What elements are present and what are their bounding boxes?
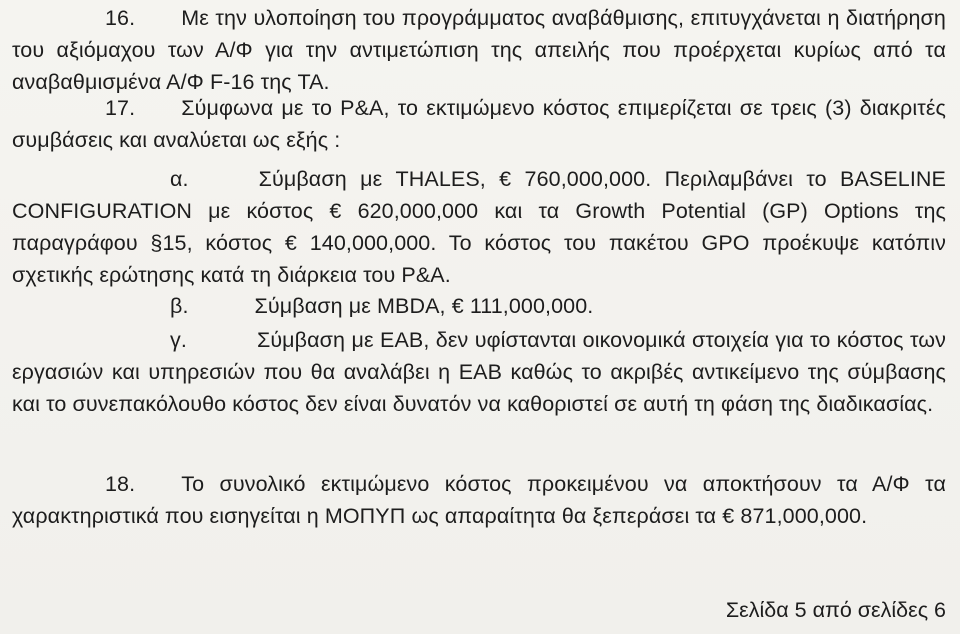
- paragraph-number: 16.: [105, 6, 136, 30]
- subitem-letter: γ.: [170, 328, 187, 352]
- paragraph-18: [12, 468, 946, 532]
- subitem-beta: [12, 290, 946, 322]
- paragraph-number: 18.: [105, 472, 136, 496]
- subitem-gamma: [12, 324, 946, 420]
- paragraph-17: [12, 92, 946, 156]
- paragraph-16: [12, 2, 946, 98]
- subitem-text: Σύμβαση με THALES, € 760,000,000. Περιλαμβάνει το BASELINE CONFIGURATION με κόστος € 620,000,000 και τα Growth Potential (GP) Options της παραγράφου §15, κόστος € 140,000,000. Το κόστος του πακέτου GPO προέκυψε κατόπιν σχετικής ερώτησης κατά τη διάρκεια του Ρ&A.: [12, 167, 946, 287]
- paragraph-text: Με την υλοποίηση του προγράμματος αναβάθμισης, επιτυγχάνεται η διατήρηση του αξιόμαχου των Α/Φ για την αντιμετώπιση της απειλής που προέρχεται κυρίως από τα αναβαθμισμένα Α/Φ F-16 της ΤΑ.: [12, 6, 946, 94]
- paragraph-number: 17.: [105, 96, 136, 120]
- paragraph-text: Σύμφωνα με το Ρ&A, το εκτιμώμενο κόστος επιμερίζεται σε τρεις (3) διακριτές συμβάσεις και αναλύεται ως εξής :: [12, 96, 946, 152]
- subitem-letter: β.: [170, 294, 189, 318]
- subitem-alpha: [12, 163, 946, 291]
- subitem-text: Σύμβαση με ΕΑΒ, δεν υφίστανται οικονομικά στοιχεία για το κόστος των εργασιών και υπηρεσιών που θα αναλάβει η ΕΑΒ καθώς το ακριβές αντικείμενο της σύμβασης και το συνεπακόλουθο κόστος δεν είναι δυνατόν να καθοριστεί σε αυτή τη φάση της διαδικασίας.: [12, 328, 946, 416]
- page-footer: Σελίδα 5 από σελίδες 6: [725, 598, 946, 622]
- subitem-letter: α.: [170, 167, 189, 191]
- paragraph-text: Το συνολικό εκτιμώμενο κόστος προκειμένου να αποκτήσουν τα Α/Φ τα χαρακτηριστικά που εισηγείται η ΜΟΠΥΠ ως απαραίτητα θα ξεπεράσει τα € 871,000,000.: [12, 472, 946, 528]
- subitem-text: Σύμβαση με MBDA, € 111,000,000.: [254, 294, 594, 318]
